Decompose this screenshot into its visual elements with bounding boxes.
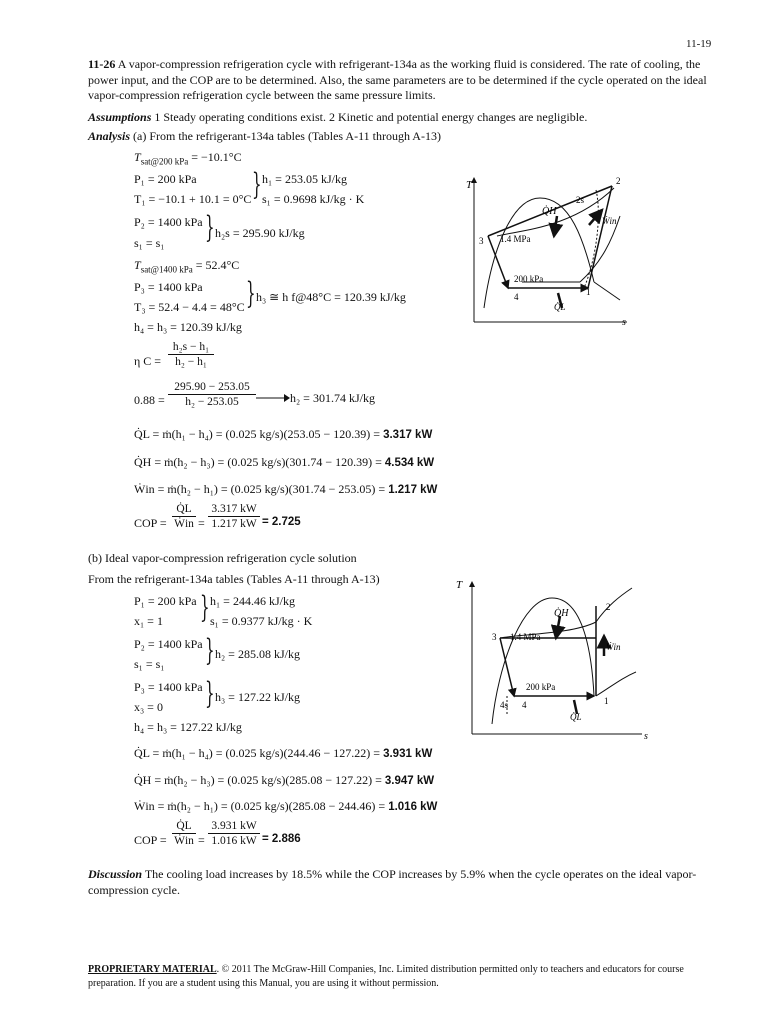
cop-b-num2: 3.931 kW <box>211 820 257 832</box>
qh-a <box>134 455 434 470</box>
win-b-result: 1.016 kW <box>388 801 438 813</box>
footer-label: PROPRIETARY MATERIAL <box>88 964 217 975</box>
ql-b-result: 3.931 kW <box>383 748 433 760</box>
cop-b-num1: Q̇L <box>176 820 192 832</box>
cop-b-bar2 <box>208 833 260 834</box>
cop-a-result: = 2.725 <box>262 516 301 528</box>
cop-a-lhs: COP = <box>134 516 167 530</box>
cop-b-result: = 2.886 <box>262 833 301 845</box>
qh-label-a: Q̇H <box>542 206 557 217</box>
win-a-eq: Ẇin = ṁ(h₂ − h₁) = (0.025 kg/s)(301.74 − 253.05) = <box>134 482 386 496</box>
win-label-b: Ẇin <box>606 642 621 652</box>
h4-b: h₄ = h₃ = 127.22 kJ/kg <box>134 720 242 734</box>
state2-b: 2 <box>606 602 611 612</box>
h4-a: h₄ = h₃ = 120.39 kJ/kg <box>134 320 242 334</box>
h1-a: h₁ = 253.05 kJ/kg <box>262 172 347 186</box>
tsat-1400 <box>134 258 239 274</box>
problem-intro <box>88 57 713 104</box>
analysis-text: (a) From the refrigerant-134a tables (Tables A-11 through A-13) <box>133 129 441 143</box>
qh-b <box>134 773 434 788</box>
tsat-symbol: T <box>134 150 141 164</box>
s1eq-b: s₁ = s₁ <box>134 657 165 671</box>
eta-fraction <box>168 341 214 368</box>
state3-b: 3 <box>492 632 497 642</box>
ql-b-eq: Q̇L = ṁ(h₁ − h₄) = (0.025 kg/s)(244.46 − 127.22) = <box>134 746 381 760</box>
brace-1b: } <box>200 590 210 625</box>
cop-b-frac1 <box>172 820 196 847</box>
throttle-line-b <box>500 638 514 696</box>
eta-lhs: η C = <box>134 354 162 368</box>
h3-a: h₃ ≅ h f@48°C = 120.39 kJ/kg <box>256 290 406 304</box>
eff-den: h₂ − 253.05 <box>185 396 239 408</box>
win-a-result: 1.217 kW <box>388 484 438 496</box>
h2-b: h₂ = 285.08 kJ/kg <box>215 647 300 661</box>
assumptions-text: 1 Steady operating conditions exist. 2 Kinetic and potential energy changes are negligible. <box>154 110 588 124</box>
p1-a: P₁ = 200 kPa <box>134 172 197 186</box>
ql-a-result: 3.317 kW <box>383 429 433 441</box>
saturation-dome-a <box>484 198 594 308</box>
state1-b: 1 <box>604 696 609 706</box>
p-high-label-b: 1.4 MPa <box>510 632 541 642</box>
state2s-a: 2s <box>576 195 585 205</box>
s1-b: s₁ = 0.9377 kJ/kg · K <box>210 614 313 628</box>
analysis-label: Analysis <box>88 129 131 143</box>
qh-a-result: 4.534 kW <box>384 457 435 469</box>
cop-a-num2: 3.317 kW <box>211 503 257 515</box>
x1-b: x₁ = 1 <box>134 614 163 628</box>
eta-den: h₂ − h₁ <box>175 356 207 368</box>
win-b <box>134 799 437 814</box>
p3-a: P₃ = 1400 kPa <box>134 280 203 294</box>
brace-2b: } <box>205 633 215 668</box>
ql-label-a: Q̇L <box>554 302 566 312</box>
cop-b-frac2 <box>208 820 260 847</box>
p2-a: P₂ = 1400 kPa <box>134 215 203 229</box>
p3-b: P₃ = 1400 kPa <box>134 680 203 694</box>
qh-label-b: Q̇H <box>554 608 569 619</box>
win-b-eq: Ẇin = ṁ(h₂ − h₁) = (0.025 kg/s)(285.08 − 244.46) = <box>134 799 386 813</box>
tsat-symbol-2: T <box>134 258 141 272</box>
qh-a-eq: Q̇H = ṁ(h₂ − h₃) = (0.025 kg/s)(301.74 − 120.39) = <box>134 455 382 469</box>
cop-a-bar1 <box>172 516 196 517</box>
p1-b: P₁ = 200 kPa <box>134 594 197 608</box>
part-b-heading1: (b) Ideal vapor-compression refrigeration cycle solution <box>88 551 357 565</box>
assumptions <box>88 110 587 125</box>
eta-num: h₂s − h₁ <box>172 341 210 353</box>
cop-a-den1: Ẇin <box>174 518 194 530</box>
brace-2a: } <box>205 210 215 245</box>
cop-b-lhs: COP = <box>134 833 167 847</box>
s1-a: s₁ = 0.9698 kJ/kg · K <box>262 192 365 206</box>
page-number: 11-19 <box>686 38 712 50</box>
h1-b: h₁ = 244.46 kJ/kg <box>210 594 295 608</box>
ql-b <box>134 746 432 761</box>
h2s-a: h₂s = 295.90 kJ/kg <box>215 226 305 240</box>
s1eq-a: s₁ = s₁ <box>134 236 165 250</box>
brace-3b: } <box>205 676 215 711</box>
arrow-h2 <box>256 393 290 403</box>
discussion-label: Discussion <box>88 867 143 881</box>
qh-b-result: 3.947 kW <box>384 775 435 787</box>
s-label-b: s <box>644 731 648 742</box>
ql-label-b: Q̇L <box>570 712 582 722</box>
cop-b-eq: = <box>198 833 205 847</box>
eff-fraction <box>168 381 256 408</box>
problem-intro-text: A vapor-compression refrigeration cycle with refrigerant-134a as the working fluid is considered. The rate of cooling, the power input, and the COP are to be determined. Also, the same parameters are to be determined if the cycle operated on the ideal vapor-compression refrigeration cycle between the same pressure limits. <box>88 57 707 102</box>
tsat-sub: sat@200 kPa <box>140 156 189 167</box>
win-label-a: Ẇin <box>602 216 617 226</box>
h2-result: h₂ = 301.74 kJ/kg <box>290 391 375 405</box>
cop-b-bar1 <box>172 833 196 834</box>
problem-number: 11-26 <box>88 57 116 71</box>
discussion <box>88 867 713 898</box>
t1-a: T₁ = −10.1 + 10.1 = 0°C <box>134 192 252 206</box>
state4-a: 4 <box>514 292 519 302</box>
state3-a: 3 <box>479 236 484 246</box>
tsat-sub-2: sat@1400 kPa <box>140 264 193 275</box>
ql-a-eq: Q̇L = ṁ(h₁ − h₄) = (0.025 kg/s)(253.05 − 120.39) = <box>134 427 381 441</box>
part-b-heading2: From the refrigerant-134a tables (Tables A-11 through A-13) <box>88 572 380 586</box>
cop-a-num1: Q̇L <box>176 503 192 515</box>
tsat-200 <box>134 150 242 166</box>
cop-b-den1: Ẇin <box>174 835 194 847</box>
cop-a-bar2 <box>208 516 260 517</box>
eff-lhs: 0.88 = <box>134 393 165 407</box>
state4s-b: 4s <box>500 700 509 710</box>
cop-a-den2: 1.217 kW <box>211 518 257 530</box>
footer-text: . © 2011 The McGraw-Hill Companies, Inc. Limited distribution permitted only to teachers and educators for course preparation. If you are a student using this Manual, you are using it without permission. <box>88 964 684 989</box>
eff-bar <box>168 394 256 395</box>
assumptions-label: Assumptions <box>88 110 152 124</box>
p-high-label-a: 1.4 MPa <box>500 234 531 244</box>
ts-diagram-a <box>462 170 637 330</box>
p-low-label-b: 200 kPa <box>526 682 556 692</box>
eta-bar <box>168 354 214 355</box>
win-a <box>134 482 437 497</box>
ts-diagram-b <box>452 576 652 746</box>
cop-a-eq: = <box>198 516 205 530</box>
s-label-a: s <box>622 317 626 328</box>
tsat-value: = −10.1°C <box>191 150 242 164</box>
brace-3a: } <box>246 276 256 311</box>
brace-1a: } <box>252 167 262 202</box>
footer <box>88 963 708 991</box>
cop-a-frac2 <box>208 503 260 530</box>
t-label-b: T <box>456 579 463 591</box>
ql-a <box>134 427 432 442</box>
cop-a-frac1 <box>172 503 196 530</box>
h3-b: h₃ = 127.22 kJ/kg <box>215 690 300 704</box>
t-label-a: T <box>466 179 473 191</box>
qh-b-eq: Q̇H = ṁ(h₂ − h₃) = (0.025 kg/s)(285.08 − 127.22) = <box>134 773 382 787</box>
state1-a: 1 <box>586 287 591 297</box>
t3-a: T₃ = 52.4 − 4.4 = 48°C <box>134 300 245 314</box>
cop-b-den2: 1.016 kW <box>211 835 257 847</box>
analysis <box>88 129 441 144</box>
p-low-label-a: 200 kPa <box>514 274 544 284</box>
eff-num: 295.90 − 253.05 <box>174 381 250 393</box>
compression-line-a <box>588 186 612 288</box>
tsat-value-2: = 52.4°C <box>195 258 240 272</box>
state2-a: 2 <box>616 176 621 186</box>
state4-b: 4 <box>522 700 527 710</box>
p2-b: P₂ = 1400 kPa <box>134 637 203 651</box>
x3-b: x₃ = 0 <box>134 700 163 714</box>
discussion-text: The cooling load increases by 18.5% while the COP increases by 5.9% when the cycle operates on the ideal vapor-compression cycle. <box>88 867 697 897</box>
